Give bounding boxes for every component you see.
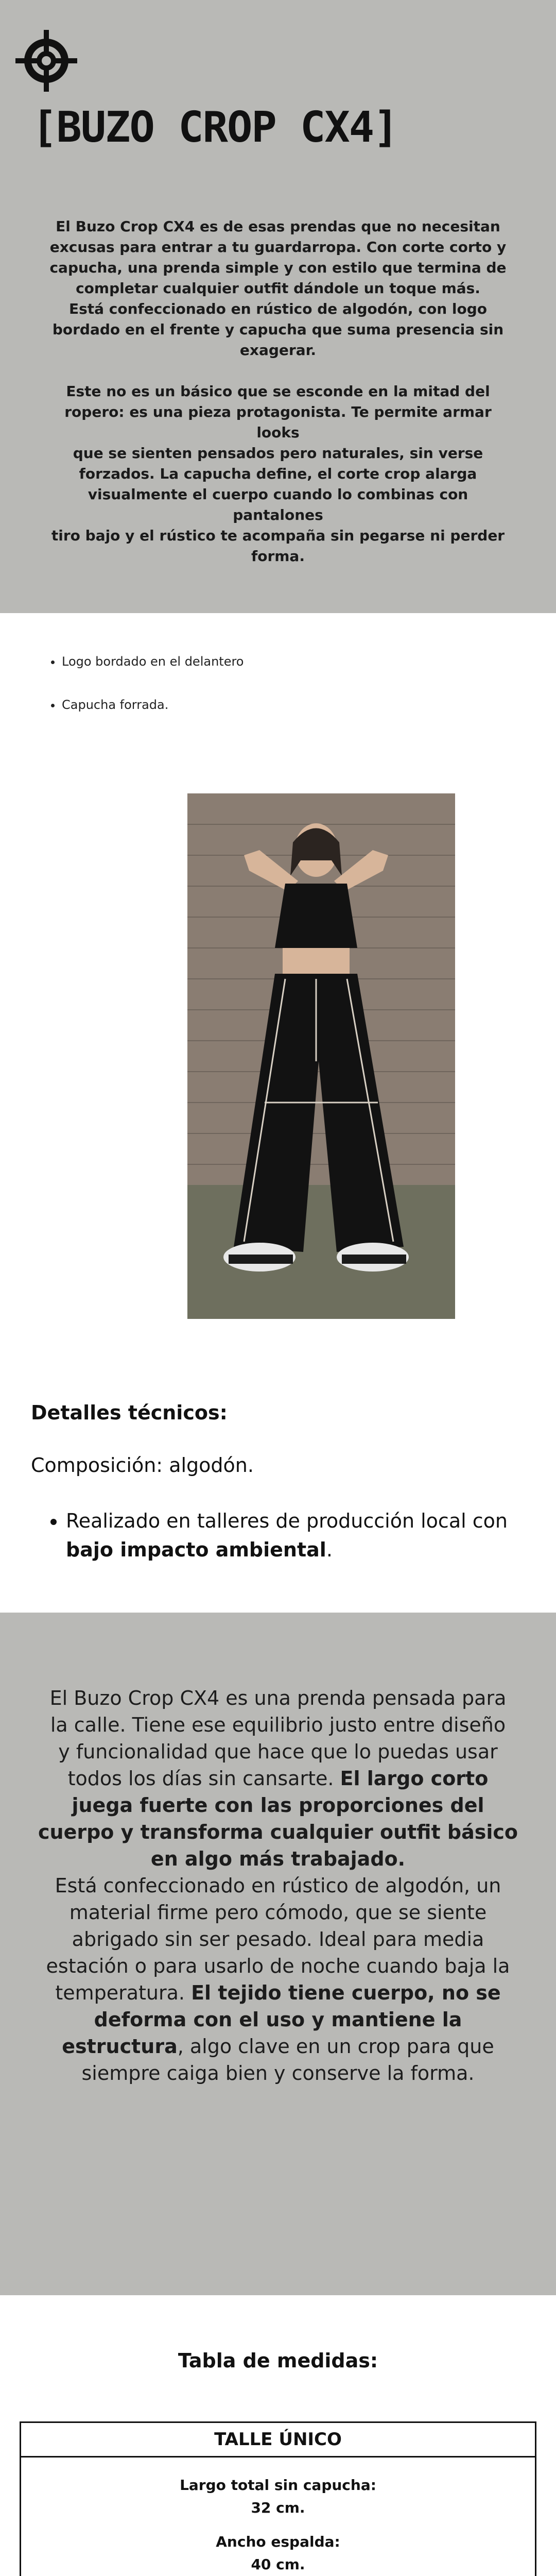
list-item: • Capucha forrada. [62, 698, 458, 712]
hero-section [0, 0, 556, 613]
technical-details [31, 1401, 546, 1564]
page-title: [BUZO CROP CX4] [32, 103, 398, 152]
description-text: El Buzo Crop CX4 es una prenda pensada para la calle. Tiene ese equilibrio justo entre diseño y funcionalidad que hace que lo puedas usar todos los días sin cansarte. El largo corto juega fuerte con las proporciones del cuerpo y transforma cualquier outfit básico en algo más trabajado. Está confeccionado en rústico de algodón, un material firme pero cómodo, que se siente abrigado sin ser pesado. Ideal para media estación o para usarlo de noche cuando baja la temperatura. El tejido tiene cuerpo, no se deforma con el uso y mantiene la estructura, algo clave en un crop para que siempre caiga bien y conserve la forma. [38, 1687, 518, 2084]
size-table-header: TALLE ÚNICO [21, 2423, 535, 2458]
description-block [0, 1613, 556, 2295]
product-photo [187, 793, 455, 1319]
section-heading: Detalles técnicos: [31, 1401, 228, 1424]
crosshair-icon [15, 30, 77, 92]
list-item: • Logo bordado en el delantero [62, 654, 458, 669]
list-item: • Realizado en talleres de producción local con bajo impacto ambiental. [66, 1506, 546, 1564]
size-table-body: Largo total sin capucha: 32 cm. Ancho espalda: 40 cm. [180, 2477, 376, 2573]
hero-description: El Buzo Crop CX4 es de esas prendas que no necesitan excusas para entrar a tu guardarropa. Con corte corto y capucha, una prenda simple y con estilo que termina de completar cualquier outfit dándole un toque más. Está confeccionado en rústico de algodón, con logo bordado en el frente y capucha que suma presencia sin exagerar. Este no es un básico que se esconde en la mitad del ropero: es una pieza protagonista. Te permite armar looks que se sienten pensados pero naturales, sin verse forzados. La capucha define, el corte crop alarga visualmente el cuerpo cuando lo combinas con pantalones tiro bajo y el rústico te acompaña sin pegarse ni perder forma. [49, 218, 507, 565]
composition-text: Composición: algodón. [31, 1454, 254, 1477]
size-table-title: Tabla de medidas: [178, 2349, 378, 2372]
size-table [20, 2421, 536, 2576]
feature-list [46, 654, 458, 741]
